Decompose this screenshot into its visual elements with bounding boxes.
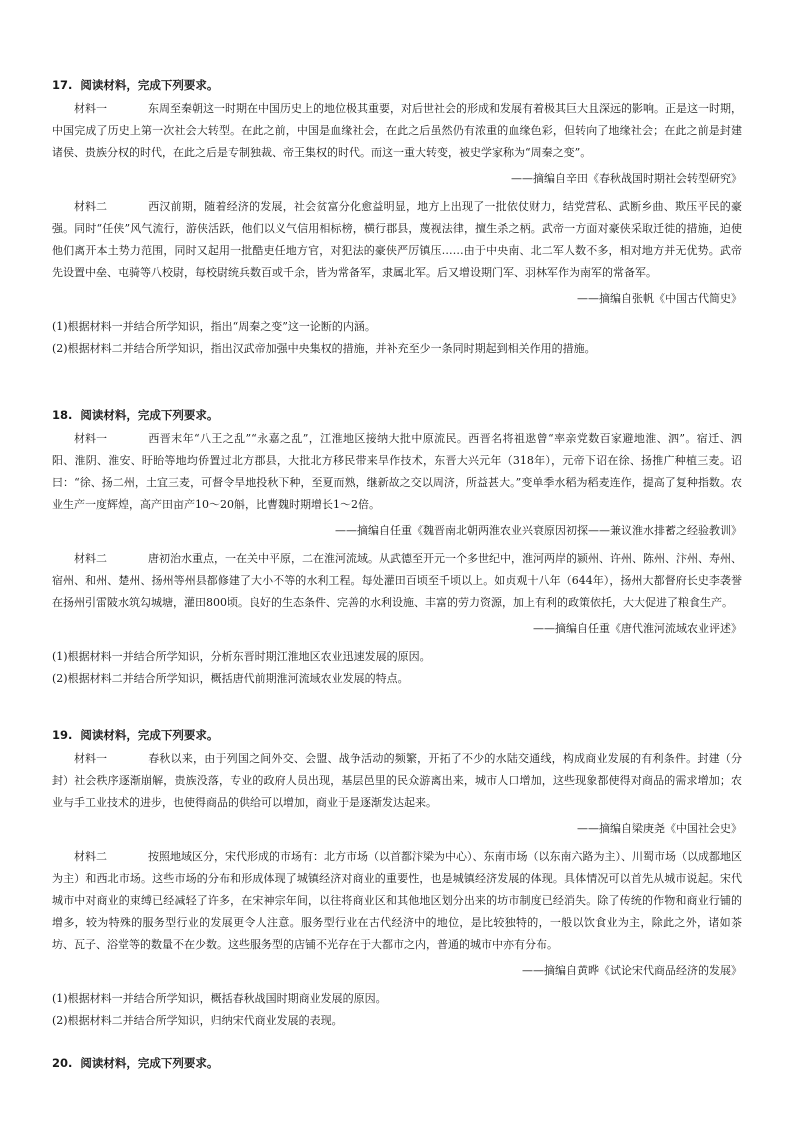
material-label: 材料一 [74,102,107,115]
material-paragraph [52,196,742,284]
question-title [52,74,742,96]
question-17 [52,74,742,360]
material-source: ——摘编自梁庚尧《中国社会史》 [577,822,742,835]
material-paragraph [52,98,742,164]
question-20 [52,1052,742,1076]
question-number: 17. [52,78,73,92]
material-text: 唐初治水重点，一在关中平原，二在淮河流域。从武德至开元一个多世纪中，淮河两岸的颍州、许州、陈州、汴州、寿州、宿州、和州、楚州、扬州等州县都修建了大小不等的水利工程。每处灌田百顷至千顷以上。如贞观十八年（644年），扬州大都督府长史李袭誉在扬州引雷陂水筑勾城塘，灌田800顷。良好的生态条件、完善的水利设施、丰富的劳力资源，加上有利的政策依托，大大促进了粮食生产。 [52,552,742,609]
material-paragraph [52,428,742,516]
question-number: 20. [52,1056,73,1070]
material-source: ——摘编自任重《唐代淮河流域农业评述》 [533,622,742,635]
material-label: 材料一 [74,752,107,765]
material-text: 西汉前期，随着经济的发展，社会贫富分化愈益明显，地方上出现了一批依仗财力，结党营私、武断乡曲、欺压平民的豪强。同时“任侠”风气流行，游侠活跃，他们以义气信用相标榜，横行郡县，蔑视法律，擅生杀之柄。武帝一方面对豪侠采取迁徙的措施，迫使他们离开本土势力范围，同时又起用一批酷吏任地方官，对犯法的豪侠严厉镇压……由于中央南、北二军人数不多，相对地方并无优势。武帝先设置中垒、屯骑等八校尉，每校尉统兵数百或千余，皆为常备军，隶属北军。后又增设期门军、羽林军作为南军的常备军。 [52,200,742,279]
material-paragraph [52,846,742,956]
material-paragraph [52,548,742,614]
material-source: ——摘编自张帆《中国古代简史》 [577,292,742,305]
question-number: 19. [52,728,73,742]
question-18 [52,404,742,690]
question-instruction: 阅读材料，完成下列要求。 [80,78,219,92]
material-text: 西晋末年“八王之乱”“永嘉之乱”，江淮地区接纳大批中原流民。西晋名将祖逖曾“率亲党数百家避地淮、泗”。宿迁、泗阳、淮阴、淮安、盱眙等地均侨置过北方郡县，大批北方移民带来旱作技术，东晋大兴元年（318年），元帝下诏在徐、扬推广种植三麦。诏曰：“徐、扬二州，土宜三麦，可督令旱地投秋下种，至夏而熟，继新故之交以周济，所益甚大。”变单季水稻为稻麦连作，提高了复种指数。农业生产一度辉煌，高产田亩产10～20斛，比曹魏时期增长1～2倍。 [52,432,742,511]
material-text: 春秋以来，由于列国之间外交、会盟、战争活动的频繁，开拓了不少的水陆交通线，构成商业发展的有利条件。封建（分封）社会秩序逐渐崩解，贵族没落，专业的政府人员出现，基层邑里的民众游离出来，城市人口增加，这些现象都使得对商品的需求增加；农业与手工业技术的进步，也使得商品的供给可以增加，商业于是逐渐发达起来。 [52,752,742,809]
material-source: ——摘编自任重《魏晋南北朝两淮农业兴衰原因初探——兼议淮水排蓄之经验教训》 [335,524,742,537]
material-label: 材料二 [74,200,107,213]
question-instruction: 阅读材料，完成下列要求。 [80,1056,219,1070]
material-source: ——摘编自黄晔《试论宋代商品经济的发展》 [522,964,742,977]
material-source: ——摘编自辛田《春秋战国时期社会转型研究》 [511,172,742,185]
question-number: 18. [52,408,73,422]
question-instruction: 阅读材料，完成下列要求。 [80,408,219,422]
sub-question: (1)根据材料一并结合所学知识，概括春秋战国时期商业发展的原因。 [52,992,387,1005]
question-instruction: 阅读材料，完成下列要求。 [80,728,219,742]
sub-question: (2)根据材料二并结合所学知识，归纳宋代商业发展的表现。 [52,1014,343,1027]
sub-question: (2)根据材料二并结合所学知识，概括唐代前期淮河流域农业发展的特点。 [52,672,409,685]
question-title [52,1052,742,1074]
question-title [52,724,742,746]
material-paragraph [52,748,742,814]
material-label: 材料一 [74,432,107,445]
sub-question: (1)根据材料一并结合所学知识，指出“周秦之变”这一论断的内涵。 [52,320,376,333]
question-title [52,404,742,426]
material-label: 材料二 [74,552,107,565]
material-text: 按照地域区分，宋代形成的市场有：北方市场（以首都汴梁为中心）、东南市场（以东南六路为主）、川蜀市场（以成都地区为主）和西北市场。这些市场的分布和形成体现了城镇经济对商业的重要性，也是城镇经济发展的体现。具体情况可以首先从城市说起。宋代城市中对商业的束缚已经减轻了许多，在宋神宗年间，以往将商业区和其他地区划分出来的坊市制度已经消失。除了传统的作物和商业行铺的增多，较为特殊的服务型行业的发展更令人注意。服务型行业在古代经济中的地位，是比较独特的，一般以饮食业为主，除此之外，诸如茶坊、瓦子、浴堂等的数量不在少数。这些服务型的店铺不光存在于大都市之内，普通的城市中亦有分布。 [52,850,742,951]
sub-question: (2)根据材料二并结合所学知识，指出汉武帝加强中央集权的措施，并补充至少一条同时期起到相关作用的措施。 [52,342,596,355]
material-text: 东周至秦朝这一时期在中国历史上的地位极其重要，对后世社会的形成和发展有着极其巨大且深远的影响。正是这一时期，中国完成了历史上第一次社会大转型。在此之前，中国是血缘社会，在此之后虽然仍有浓重的血缘色彩，但转向了地缘社会；在此之前是封建诸侯、贵族分权的时代，在此之后是专制独裁、帝王集权的时代。而这一重大转变，被史学家称为“周秦之变”。 [52,102,742,159]
question-19 [52,724,742,1032]
material-label: 材料二 [74,850,107,863]
sub-question: (1)根据材料一并结合所学知识，分析东晋时期江淮地区农业迅速发展的原因。 [52,650,431,663]
